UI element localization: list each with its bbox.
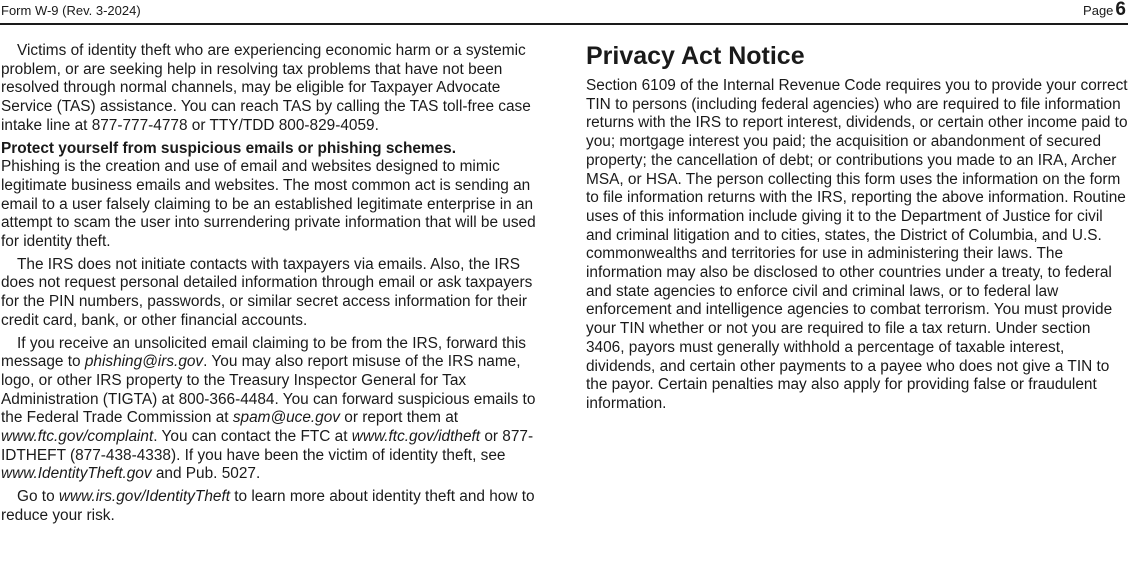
email-phishing-link[interactable]: phishing@irs.gov xyxy=(84,353,204,371)
privacy-act-title: Privacy Act Notice xyxy=(586,42,805,70)
privacy-act-body: Section 6109 of the Internal Revenue Code requires you to provide your correct TIN to persons (including federal agencies) who are required to file information returns with the IRS to report interest, dividends, or certain other income paid to you; mortgage interest you paid; the acquisition or abandonment of secured property; the cancellation of debt; or contributions you made to an IRA, Archer MSA, or HSA. The person collecting this form uses the information on the form to file information returns with the IRS, reporting the above information. Routine uses of this information include giving it to the Department of Justice for civil and criminal litigation and to cities, states, the District of Columbia, and U.S. commonwealths and territories for use in administering their laws. The information may also be disclosed to other countries under a treaty, to federal and state agencies to enforce civil and criminal laws, or to federal law enforcement and intelligence agencies to combat terrorism. You must provide your TIN whether or not you are required to file a tax return. Under section 3406, payors must generally withhold a percentage of taxable interest, dividends, and certain other payments to a payee who does not give a TIN to the payor. Certain penalties may also apply for providing false or fraudulent information. xyxy=(586,77,1128,412)
ftc-idtheft-link[interactable]: www.ftc.gov/idtheft xyxy=(351,428,481,446)
text-span: and Pub. 5027. xyxy=(151,465,261,483)
page-header xyxy=(0,0,1128,25)
text-span: . You may also report misuse of the IRS name, logo, or other IRS property to the Treasury Inspector General for Tax Administration (TIGTA) at 800-366-4484. You can forward suspicious emails to the Federal Trade Commission at xyxy=(1,353,536,427)
irs-no-email-paragraph: The IRS does not initiate contacts with taxpayers via emails. Also, the IRS does not request personal detailed information through email or ask taxpayers for the PIN numbers, passwords, or similar secret access information for their credit card, bank, or other financial accounts. xyxy=(1,255,533,329)
text-span: or 877-IDTHEFT (877-438-4338). If you have been the victim of identity theft, see xyxy=(1,428,534,464)
text-span: or report them at xyxy=(340,409,459,427)
phishing-paragraph xyxy=(1,140,546,252)
right-column xyxy=(586,42,1131,414)
learn-more-paragraph xyxy=(1,488,546,525)
left-column xyxy=(1,42,546,526)
text-span: Go to xyxy=(17,488,59,506)
text-span: If you receive an unsolicited email claiming to be from the IRS, forward this message to xyxy=(1,334,526,371)
page-label: Page xyxy=(1083,3,1114,18)
text-span: to learn more about identity theft and how to reduce your risk. xyxy=(1,488,535,524)
email-spam-link[interactable]: spam@uce.gov xyxy=(232,409,340,427)
page-indicator xyxy=(1083,0,1126,21)
ftc-complaint-link[interactable]: www.ftc.gov/complaint xyxy=(1,428,154,446)
form-id: Form W-9 (Rev. 3-2024) xyxy=(1,3,141,18)
irs-identitytheft-link[interactable]: www.irs.gov/IdentityTheft xyxy=(58,488,230,506)
tas-paragraph: Victims of identity theft who are experiencing economic harm or a systemic problem, or are seeking help in resolving tax problems that have not been resolved through normal channels, may be eligible for Taxpayer Advocate Service (TAS) assistance. You can reach TAS by calling the TAS toll-free case intake line at 877-777-4778 or TTY/TDD 800-829-4059. xyxy=(1,42,531,134)
phishing-body: Phishing is the creation and use of email and websites designed to mimic legitimate business emails and websites. The most common act is sending an email to a user falsely claiming to be an established legitimate enterprise in an attempt to scam the user into surrendering private information that will be used for identity theft. xyxy=(1,158,536,251)
report-phishing-paragraph xyxy=(1,335,546,485)
identitytheft-gov-link[interactable]: www.IdentityTheft.gov xyxy=(1,465,152,483)
phishing-heading: Protect yourself from suspicious emails or phishing schemes. xyxy=(1,139,457,157)
text-span: . You can contact the FTC at xyxy=(153,428,352,446)
page-number: 6 xyxy=(1115,0,1126,20)
